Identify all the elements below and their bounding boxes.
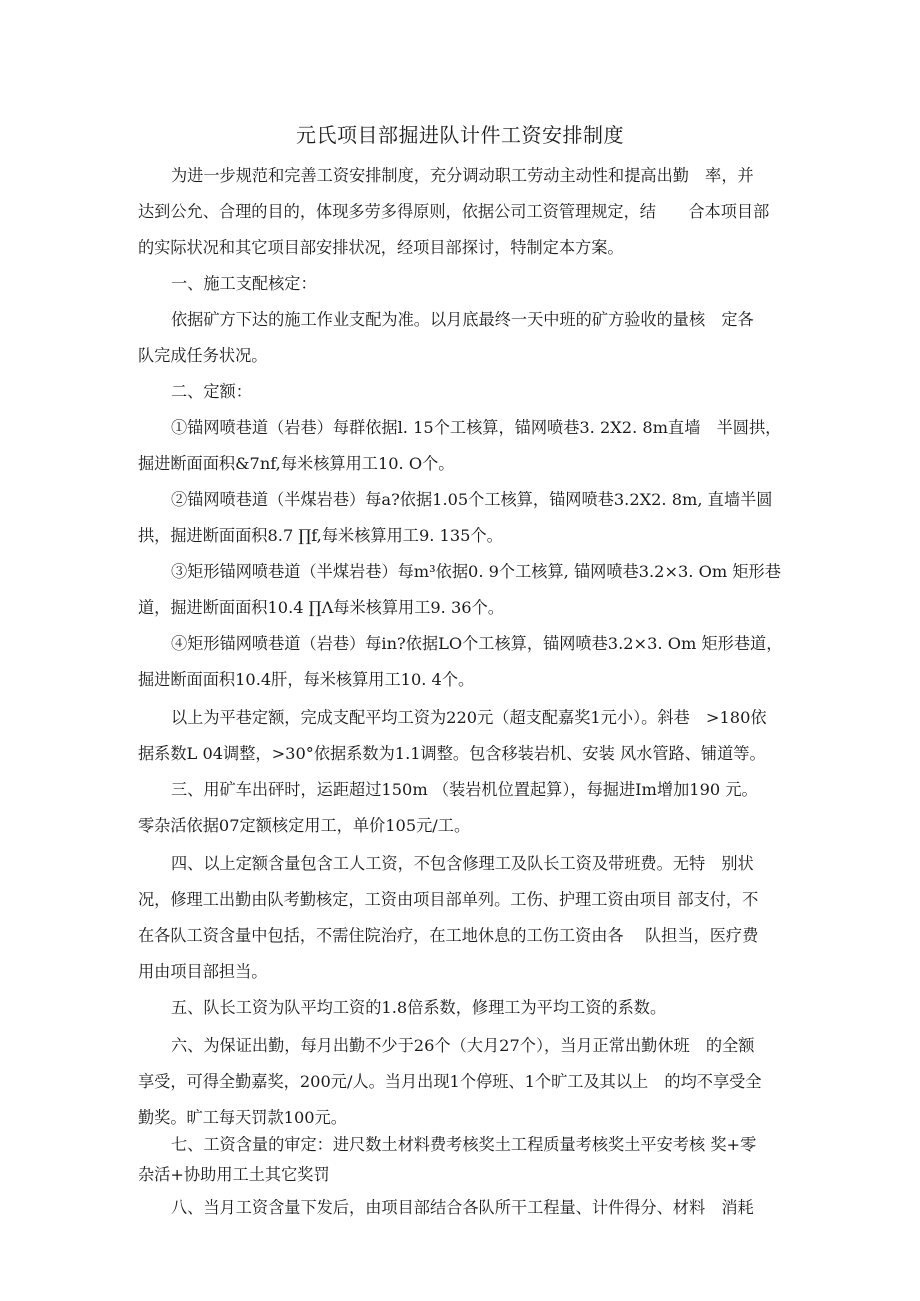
- text-line: 道，掘进断面面积10.4 ∏Λ每米核算用工9. 36个。: [138, 598, 504, 617]
- text-line: ④矩形锚网喷巷道（岩巷）每in?依据LO个工核算，锚网喷巷3.2×3. Om 矩形巷道，: [171, 634, 783, 653]
- paragraph-construction: [138, 302, 798, 374]
- text-line: 六、为保证出勤，每月出勤不少于26个（大月27个），当月正常出勤休班 的全额: [171, 1036, 755, 1055]
- quota-item-1: [138, 410, 798, 482]
- quota-item-4: [138, 626, 798, 698]
- document-title: 元氏项目部掘进队计件工资安排制度: [296, 123, 624, 147]
- paragraph-intro: [138, 158, 798, 266]
- heading-construction: [138, 266, 798, 302]
- text-line: 队完成任务状况。: [138, 346, 268, 365]
- section-three: [138, 772, 798, 844]
- text-line: 三、用矿车出砰时，运距超过150m （装岩机位置起算），每掘进Im增加190 元。: [171, 780, 758, 799]
- quota-item-2: [138, 482, 798, 554]
- text-line: 据系数L 04调整，>30°依据系数为1.1调整。包含移装岩机、安装 风水管路、铺道等。: [138, 744, 766, 763]
- section-five: [138, 990, 798, 1026]
- text-line: 杂活+协助用工土其它奖罚: [138, 1165, 330, 1184]
- paragraph-flat-roadway: [138, 700, 798, 772]
- section-eight: [138, 1190, 798, 1226]
- text-line: 八、当月工资含量下发后，由项目部结合各队所干工程量、计件得分、材料 消耗: [171, 1198, 754, 1217]
- text-line: 拱，掘进断面面积8.7 ∏f,每米核算用工9. 135个。: [138, 526, 503, 545]
- text-line: 七、工资含量的审定：进尺数土材料费考核奖土工程质量考核奖土平安考核 奖+零: [171, 1135, 757, 1154]
- text-line: 况，修理工出勤由队考勤核定，工资由项目部单列。工伤、护理工资由项目 部支付，不: [138, 890, 759, 909]
- text-line: 在各队工资含量中包括，不需住院治疗，在工地休息的工伤工资由各 队担当，医疗费: [138, 926, 759, 945]
- text-line: 用由项目部担当。: [138, 962, 268, 981]
- text-line: 五、队长工资为队平均工资的1.8倍系数，修理工为平均工资的系数。: [171, 998, 667, 1017]
- heading-quota: [138, 374, 798, 410]
- text-line: 以上为平巷定额，完成支配平均工资为220元（超支配嘉奖1元小）。斜巷 >180依: [171, 708, 767, 727]
- text-line: 零杂活依据07定额核定用工，单价105元/工。: [138, 816, 471, 835]
- text-line: 达到公允、合理的目的，体现多劳多得原则，依据公司工资管理规定，结 合本项目部: [138, 202, 770, 221]
- section-four: [138, 846, 798, 990]
- text-line: ②锚网喷巷道（半煤岩巷）每a?依据1.05个工核算，锚网喷巷3.2X2. 8m, 直墙半圆: [171, 490, 773, 509]
- text-line: 掘进断面面积10.4肝，每米核算用工10. 4个。: [138, 670, 475, 689]
- text-line: ③矩形锚网喷巷道（半煤岩巷）每m³依据0. 9个工核算, 锚网喷巷3.2×3. Om 矩形巷: [171, 562, 781, 581]
- text-line: 为进一步规范和完善工资安排制度，充分调动职工劳动主动性和提高出勤 率，并: [171, 166, 754, 185]
- text-line: 四、以上定额含量包含工人工资，不包含修理工及队长工资及带班费。无特 别状: [171, 854, 754, 873]
- text-line: 的实际状况和其它项目部安排状况，经项目部探讨，特制定本方案。: [138, 238, 624, 257]
- section-six: [138, 1028, 798, 1136]
- text-line: 二、定额：: [171, 382, 252, 401]
- text-line: 依据矿方下达的施工作业支配为准。以月底最终一天中班的矿方验收的量核 定各: [171, 310, 754, 329]
- text-line: 享受，可得全勤嘉奖，200元/人。当月出现1个停班、1个旷工及其以上 的均不享受全: [138, 1072, 762, 1091]
- section-seven: [138, 1130, 798, 1190]
- text-line: ①锚网喷巷道（岩巷）每群依据l. 15个工核算，锚网喷巷3. 2X2. 8m直墙 半圆拱，: [171, 418, 782, 437]
- quota-item-3: [138, 554, 798, 626]
- text-line: 一、施工支配核定：: [171, 274, 317, 293]
- text-line: 勤奖。旷工每天罚款100元。: [138, 1108, 347, 1127]
- text-line: 掘进断面面积&7nf,每米核算用工10. O个。: [138, 454, 455, 473]
